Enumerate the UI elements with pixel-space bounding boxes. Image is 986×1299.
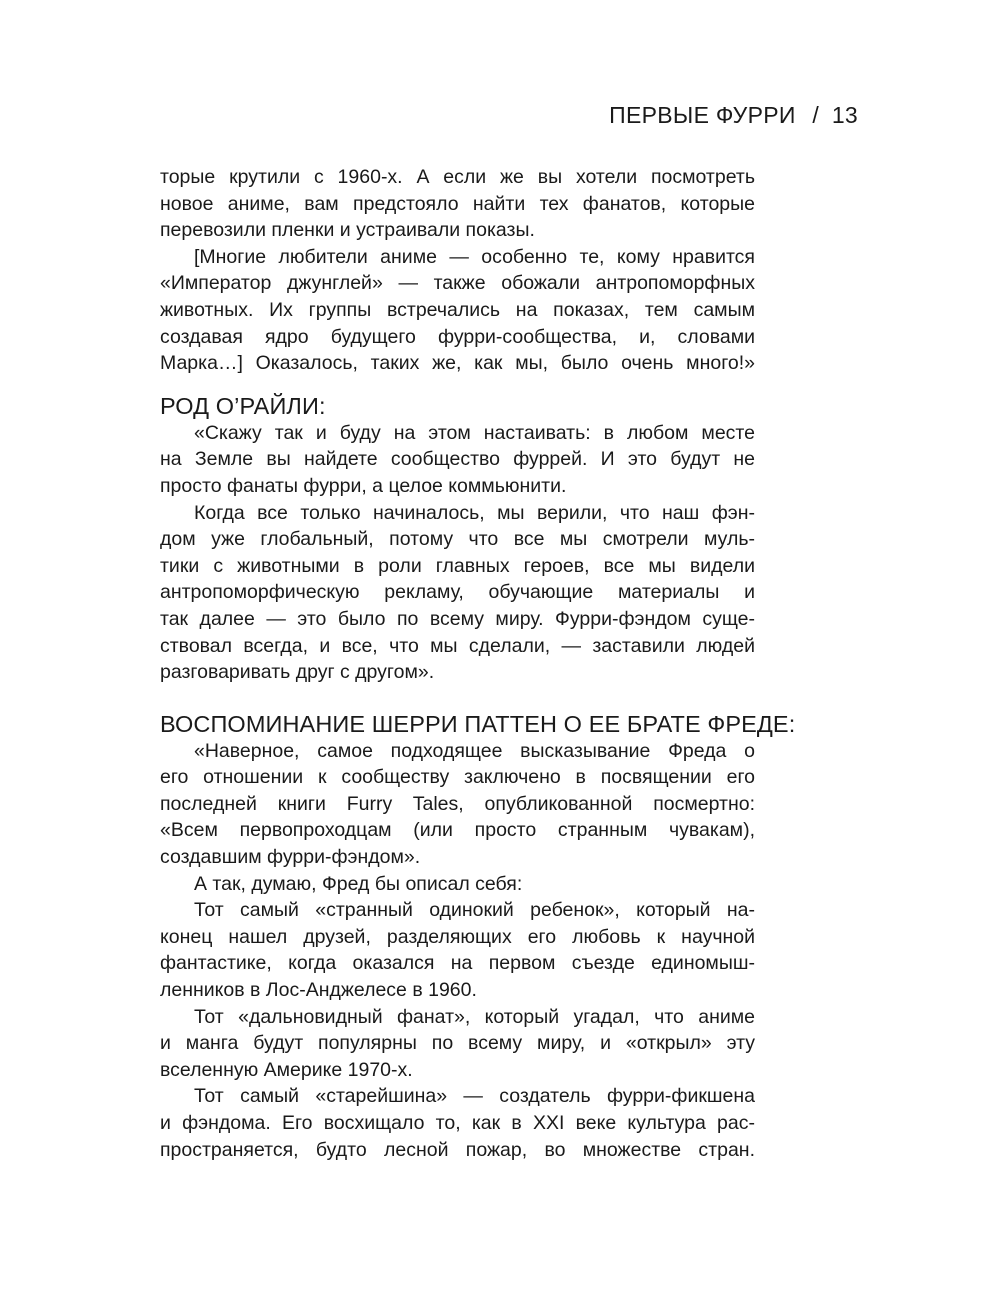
text-line: конец нашел друзей, разделяющих его любовь к научной — [160, 925, 755, 948]
text-line: и манга будут популярны по всему миру, и «открыл» эту — [160, 1032, 755, 1055]
text-line: Тот самый «странный одинокий ребенок», который на- — [194, 899, 755, 922]
text-line: А так, думаю, Фред бы описал себя: — [194, 872, 523, 895]
text-line: Тот самый «старейшина» — создатель фурри-фикшена — [194, 1085, 755, 1108]
text-line: создавая ядро будущего фурри-сообщества, и, словами — [160, 325, 755, 348]
text-line: последней книги Furry Tales, опубликованной посмертно: — [160, 792, 755, 815]
paragraph-elder — [160, 1083, 755, 1163]
text-line: фантастике, когда оказался на первом съезде единомыш- — [160, 952, 755, 975]
text-line: дом уже глобальный, потому что все мы смотрели муль- — [160, 528, 755, 551]
text-line: перевозили пленки и устраивали показы. — [160, 219, 535, 242]
section-heading-sherry-patten: ВОСПОМИНАНИЕ ШЕРРИ ПАТТЕН О ЕЕ БРАТЕ ФРЕДЕ: — [160, 710, 796, 737]
text-line: создавшим фурри-фэндом». — [160, 846, 421, 869]
text-line: торые крутили с 1960-х. А если же вы хотели посмотреть — [160, 166, 755, 188]
paragraph-global-fandom — [160, 500, 755, 686]
text-line: вселенную Америке 1970-х. — [160, 1058, 413, 1081]
text-line: его отношении к сообществу заключено в посвящении его — [160, 766, 755, 789]
text-line: на Земле вы найдете сообщество фуррей. И это будут не — [160, 448, 755, 471]
text-line: пространяется, будто лесной пожар, во множестве стран. — [160, 1138, 755, 1161]
text-line: Когда все только начиналось, мы верили, что наш фэн- — [194, 501, 755, 524]
text-line: «Император джунглей» — также обожали антропоморфных — [160, 272, 755, 295]
paragraph-lonely-child — [160, 897, 755, 1003]
header-separator: / — [812, 102, 820, 128]
text-line: животных. Их группы встречались на показах, тем самым — [160, 298, 755, 321]
text-line: Марка…] Оказалось, таких же, как мы, было очень много!» — [160, 352, 755, 375]
text-line: ствовал всегда, и все, что мы сделали, — заставили людей — [160, 634, 755, 657]
running-header — [609, 102, 858, 129]
text-line: [Многие любители аниме — особенно те, кому нравится — [194, 245, 755, 268]
text-line: и фэндома. Его восхищало то, как в XXI веке культура рас- — [160, 1112, 755, 1134]
text-line: просто фанаты фурри, а целое коммьюнити. — [160, 474, 567, 497]
paragraph-self-description — [160, 871, 755, 898]
paragraph-dedication — [160, 738, 755, 871]
page-body — [160, 164, 796, 1163]
paragraph-community — [160, 420, 755, 500]
text-line: «Наверное, самое подходящее высказывание Фреда о — [194, 739, 755, 762]
section-heading-rod-oreilly: РОД О’РАЙЛИ: — [160, 392, 326, 419]
text-line: так далее — это было по всему миру. Фурри-фэндом суще- — [160, 607, 755, 630]
paragraph-visionary-fan — [160, 1004, 755, 1084]
paragraph-continuation — [160, 164, 755, 244]
chapter-title: ПЕРВЫЕ ФУРРИ — [609, 102, 796, 128]
page-number: 13 — [831, 102, 858, 128]
text-line: антропоморфическую рекламу, обучающие материалы и — [160, 581, 755, 604]
text-line: ленников в Лос-Анджелесе в 1960. — [160, 979, 477, 1002]
text-line: тики с животными в роли главных героев, все мы видели — [160, 554, 755, 577]
text-line: «Всем первопроходцам (или просто странным чувакам), — [160, 819, 755, 842]
text-line: новое аниме, вам предстояло найти тех фанатов, которые — [160, 192, 755, 215]
paragraph-anime-fans — [160, 244, 755, 377]
text-line: Тот «дальновидный фанат», который угадал, что аниме — [194, 1005, 755, 1028]
text-line: «Скажу так и буду на этом настаивать: в любом месте — [194, 421, 755, 444]
text-line: разговаривать друг с другом». — [160, 661, 435, 684]
